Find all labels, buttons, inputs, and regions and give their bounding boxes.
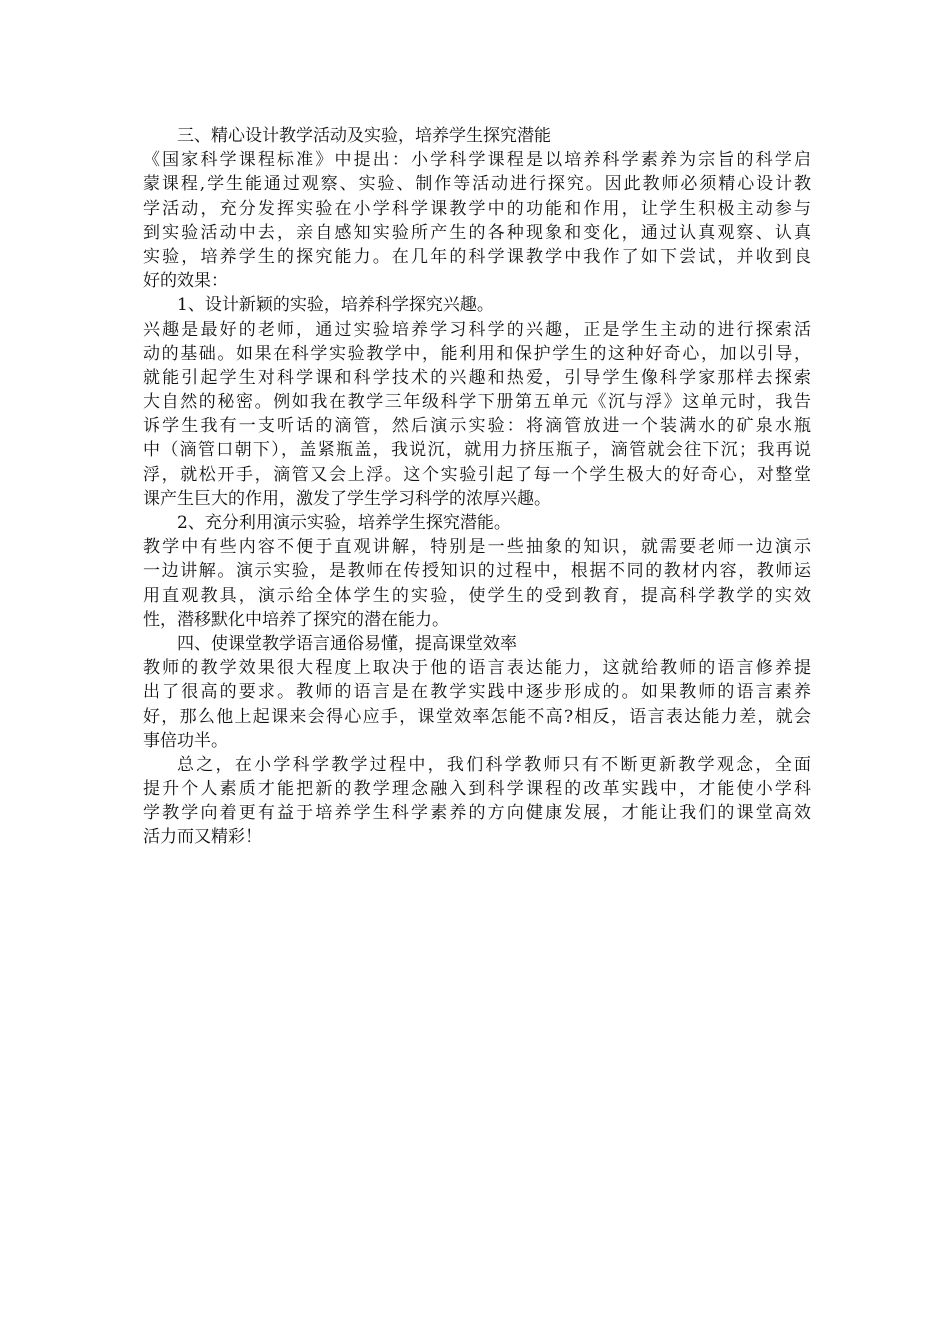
text-line: 《国家科学课程标准》中提出：小学科学课程是以培养科学素养为宗旨的科学启 <box>143 150 811 171</box>
text-line: 总之，在小学科学教学过程中，我们科学教师只有不断更新教学观念，全面 <box>177 754 811 775</box>
text-line: 到实验活动中去，亲自感知实验所产生的各种现象和变化，通过认真观察、认真 <box>143 222 811 243</box>
text-line: 诉学生我有一支听话的滴管，然后演示实验：将滴管放进一个装满水的矿泉水瓶 <box>143 416 811 437</box>
text-line: 事倍功半。 <box>143 730 228 751</box>
subsection1-paragraph <box>143 318 811 512</box>
text-line: 课产生巨大的作用，激发了学生学习科学的浓厚兴趣。 <box>143 488 551 509</box>
text-line: 好的效果： <box>143 271 228 292</box>
conclusion-paragraph <box>143 753 811 850</box>
section4-paragraph <box>143 656 811 753</box>
text-line: 就能引起学生对科学课和科学技术的兴趣和热爱，引导学生像科学家那样去探索 <box>143 367 811 388</box>
text-line: 兴趣是最好的老师，通过实验培养学习科学的兴趣，正是学生主动的进行探索活 <box>143 319 811 340</box>
subsection1-heading: 1、设计新颖的实验，培养科学探究兴趣。 <box>177 295 494 316</box>
text-line: 教学中有些内容不便于直观讲解，特别是一些抽象的知识，就需要老师一边演示 <box>143 537 811 558</box>
section3-paragraph <box>143 148 811 293</box>
text-line: 提升个人素质才能把新的教学理念融入到科学课程的改革实践中，才能使小学科 <box>143 779 811 800</box>
document-body <box>143 124 811 850</box>
text-line: 大自然的秘密。例如我在教学三年级科学下册第五单元《沉与浮》这单元时，我告 <box>143 392 811 413</box>
text-line: 中（滴管口朝下），盖紧瓶盖，我说沉，就用力挤压瓶子，滴管就会往下沉；我再说 <box>143 440 811 461</box>
text-line: 学教学向着更有益于培养学生科学素养的方向健康发展，才能让我们的课堂高效 <box>143 803 811 824</box>
text-line: 好，那么他上起课来会得心应手，课堂效率怎能不高?相反，语言表达能力差，就会 <box>143 706 811 727</box>
text-line: 实验，培养学生的探究能力。在几年的科学课教学中我作了如下尝试，并收到良 <box>143 246 811 267</box>
subsection2-heading: 2、充分利用演示实验，培养学生探究潜能。 <box>177 513 511 533</box>
subsection2-paragraph <box>143 535 811 632</box>
text-line: 浮，就松开手，滴管又会上浮。这个实验引起了每一个学生极大的好奇心，对整堂 <box>143 464 811 485</box>
text-line: 活力而又精彩！ <box>143 827 262 848</box>
text-line: 教师的教学效果很大程度上取决于他的语言表达能力，这就给教师的语言修养提 <box>143 658 811 679</box>
section3-heading: 三、精心设计教学活动及实验，培养学生探究潜能 <box>177 126 551 146</box>
text-line: 出了很高的要求。教师的语言是在教学实践中逐步形成的。如果教师的语言素养 <box>143 682 811 703</box>
text-line: 一边讲解。演示实验，是教师在传授知识的过程中，根据不同的教材内容，教师运 <box>143 561 811 582</box>
section4-heading: 四、使课堂教学语言通俗易懂，提高课堂效率 <box>177 633 517 654</box>
text-line: 性，潜移默化中培养了探究的潜在能力。 <box>143 609 449 630</box>
text-line: 蒙课程,学生能通过观察、实验、制作等活动进行探究。因此教师必须精心设计教 <box>143 174 811 195</box>
text-line: 学活动，充分发挥实验在小学科学课教学中的功能和作用，让学生积极主动参与 <box>143 198 811 219</box>
text-line: 动的基础。如果在科学实验教学中，能利用和保护学生的这种好奇心，加以引导， <box>143 343 811 364</box>
text-line: 用直观教具，演示给全体学生的实验，使学生的受到教育，提高科学教学的实效 <box>143 585 811 606</box>
